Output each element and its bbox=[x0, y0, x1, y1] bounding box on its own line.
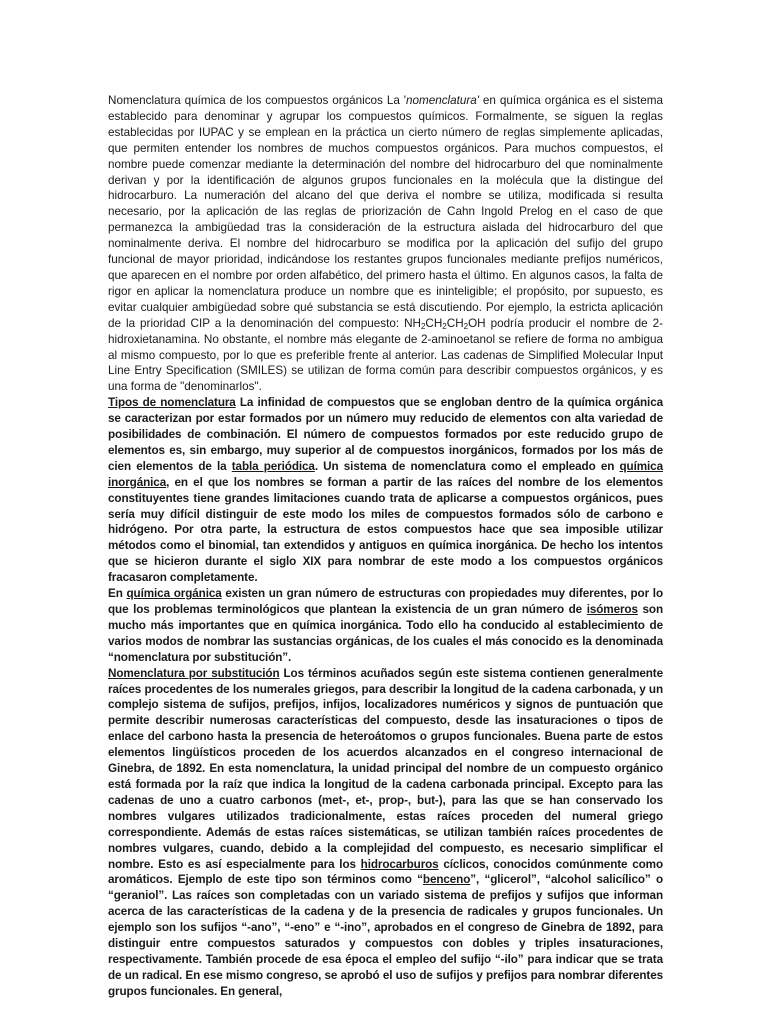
link-tabla-periodica[interactable]: tabla periódica bbox=[231, 459, 315, 473]
paragraph-tipos bbox=[108, 395, 663, 586]
text-run: en química orgánica es el sistema establecido para denominar y agrupar los compuestos químicos. Formalmente, se siguen la reglas establecidas por IUPAC y se emplean en la práctica un cierto número de reglas simplemente aplicadas, que permiten entender los nombres de muchos compuestos orgánicos. Para muchos compuestos, el nombre puede comenzar mediante la determinación del nombre del hidrocarburo del que nominalmente derivan y por la identificación de algunos grupos funcionales en la molécula que la distingue del hidrocarburo. La numeración del alcano del que deriva el nombre se utiliza, modificada si resulta necesario, por la aplicación de las reglas de priorización de Cahn Ingold Prelog en el caso de que permanezca la ambigüedad tras la consideración de la estructura aislada del hidrocarburo del que nominalmente deriva. El nombre del hidrocarburo se modifica por la aplicación del sufijo del grupo funcional de mayor prioridad, indicándose los restantes grupos funcionales mediante prefijos numéricos, que aparecen en el nombre por orden alfabético, del primero hasta el último. En algunos casos, la falta de rigor en aplicar la nomenclatura produce un nombre que es ininteligible; el propósito, por supuesto, es evitar cualquier ambigüedad sobre qué substancia se está discutiendo. Por ejemplo, la estricta aplicación de la prioridad CIP a la denominación del compuesto: bbox=[108, 94, 663, 330]
text-run: . Un sistema de nomenclatura como el empleado en bbox=[314, 459, 620, 473]
link-isomeros[interactable]: isómeros bbox=[586, 603, 638, 616]
text-run: , en el que los nombres se forman a partir de las raíces del nombre de los elementos constituyentes tiene grandes limitaciones cuando trata de aplicarse a compuestos orgánicos, pues sería muy difícil distinguir de este modo los miles de compuestos formados sólo de carbono e hidrógeno. Por otra parte, la estructura de estos compuestos hace que sea imposible utilizar métodos como el binomial, tan extendidos y antiguos en química inorgánica. De hecho los intentos que se hicieron durante el siglo XIX para nombrar de este modo a los compuestos orgánicos fracasaron completamente. bbox=[108, 475, 663, 585]
paragraph-intro bbox=[108, 93, 663, 395]
paragraph-isomeros bbox=[108, 586, 663, 666]
text-run: podría producir el nombre de 2-hidroxietanamina. No obstante, el nombre más elegante de 2-aminoetanol se refiere de forma no ambigua al mismo compuesto, por lo que es preferible frente al anterior. Las cadenas de Simplified Molecular Input Line Entry Specification (SMILES) se utilizan de forma común para describir compuestos orgánicos, y es una forma de "denominarlos". bbox=[108, 316, 663, 394]
text-run: existen un gran número de estructuras con propiedades muy diferentes, por lo que los problemas terminológicos que plantean la existencia de un gran número de bbox=[108, 587, 663, 616]
text-run: Nomenclatura química de los compuestos orgánicos La ' bbox=[108, 94, 406, 107]
link-benceno[interactable]: benceno bbox=[422, 873, 471, 887]
section-heading-tipos: Tipos de nomenclatura bbox=[108, 396, 236, 410]
text-run: son mucho más importantes que en química inorgánica. Todo ello ha conducido al establecimiento de varios modos de nombrar las sustancias orgánicas, de los cuales el más conocido es la denominada “nomenclatura por substitución”. bbox=[108, 603, 663, 664]
chemical-formula: $NH_2CH_2CH_2OH$ bbox=[404, 316, 486, 331]
paragraph-substitucion bbox=[108, 666, 663, 1000]
section-heading-substitucion: Nomenclatura por substitución bbox=[108, 666, 280, 680]
text-run: cíclicos, conocidos comúnmente como aromáticos. Ejemplo de este tipo son términos como “ bbox=[108, 857, 663, 887]
text-run: En bbox=[108, 587, 127, 601]
document-page bbox=[108, 93, 663, 1000]
italic-term: nomenclatura' bbox=[405, 94, 480, 107]
link-quimica-inorganica[interactable]: química inorgánica bbox=[108, 459, 663, 489]
text-run: ”, “glicerol”, “alcohol salicílico” o “geraniol”. Las raíces son completadas con un variado sistema de prefijos y sufijos que informan acerca de las características de la cadena y de la presencia de radicales y grupos funcionales. Un ejemplo son los sufijos “-ano”, “-eno” e “-ino”, aprobados en el congreso de Ginebra de 1892, para distinguir entre compuestos saturados y compuestos con dobles y triples insaturaciones, respectivamente. También procede de esa época el empleo del sufijo “-ilo” para indicar que se trata de un radical. En ese mismo congreso, se aprobó el uso de sufijos y prefijos para nombrar diferentes grupos funcionales. En general, bbox=[108, 873, 663, 998]
text-run: La infinidad de compuestos que se engloban dentro de la química orgánica se caracterizan por estar formados por un número muy reducido de elementos con alta variedad de posibilidades de combinación. El número de compuestos formados por este reducido grupo de elementos es, sin embargo, muy superior al de compuestos inorgánicos, formados por los más de cien elementos de la bbox=[108, 396, 663, 473]
link-hidrocarburos[interactable]: hidrocarburos bbox=[360, 857, 439, 871]
link-quimica-organica[interactable]: química orgánica bbox=[126, 587, 222, 601]
text-run: Los términos acuñados según este sistema contienen generalmente raíces procedentes de los numerales griegos, para describir la longitud de la cadena carbonada, y un complejo sistema de sufijos, prefijos, infijos, localizadores numéricos y signos de puntuación que permite describir numerosas características del compuesto, desde las insaturaciones o tipos de enlace del carbono hasta la presencia de heteroátomos o grupos funcionales. Buena parte de estos elementos lingüísticos proceden de los acuerdos alcanzados en el congreso internacional de Ginebra, de 1892. En esta nomenclatura, la unidad principal del nombre de un compuesto orgánico está formada por la raíz que indica la longitud de la cadena carbonada principal. Excepto para las cadenas de uno a cuatro carbonos (met-, et-, prop-, but-), para las que se han conservado los nombres vulgares utilizados tradicionalmente, estas raíces proceden del numeral griego correspondiente. Además de estas raíces sistemáticas, se utilizan también raíces procedentes de nombres vulgares, cuando, debido a la complejidad del compuesto, es necesario simplificar el nombre. Esto es así especialmente para los bbox=[108, 666, 663, 871]
